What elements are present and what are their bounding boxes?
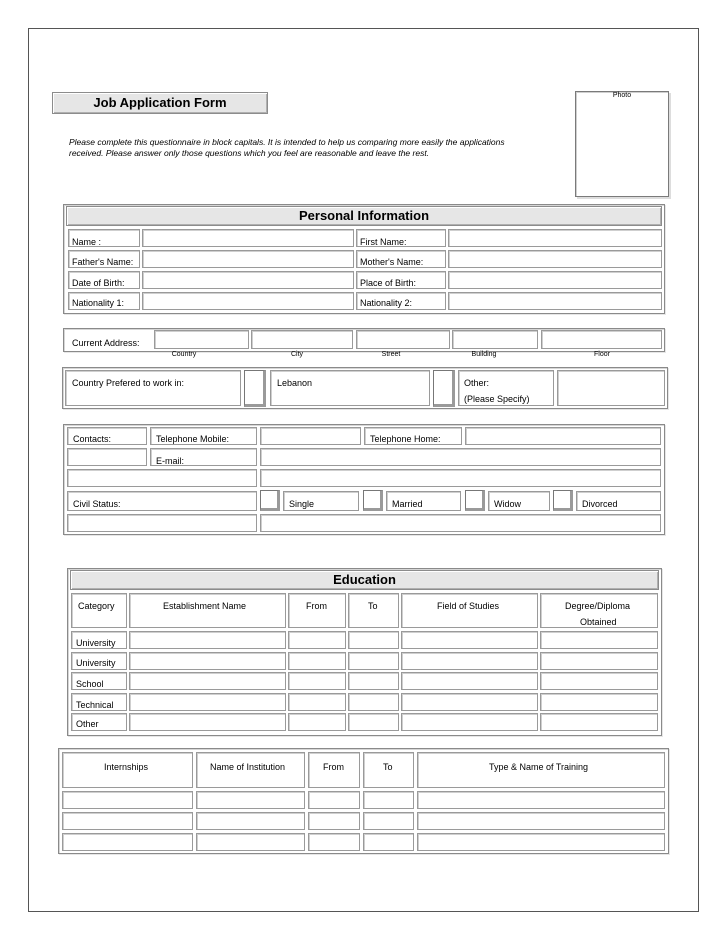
intern-internship-input[interactable] <box>62 833 193 851</box>
other-country-label: Other: <box>464 378 490 388</box>
edu-field-input[interactable] <box>401 693 538 711</box>
intern-internship-input[interactable] <box>62 812 193 830</box>
edu-category-label: University <box>76 658 116 668</box>
intern-from-input[interactable] <box>308 791 360 809</box>
intro-line-2: received. Please answer only those questions which you feel are reasonable and leave the rest. <box>69 148 430 158</box>
divorced-label: Divorced <box>582 499 618 509</box>
form-title <box>52 92 268 114</box>
edu-col-degree-label: Degree/Diploma <box>565 601 631 611</box>
edu-from-input[interactable] <box>288 713 346 731</box>
edu-field-input[interactable] <box>401 652 538 670</box>
intern-from-input[interactable] <box>308 833 360 851</box>
address-building-caption: Building <box>471 351 497 358</box>
lebanon-label: Lebanon <box>277 378 313 388</box>
address-building-input[interactable] <box>452 330 538 349</box>
intern-type-input[interactable] <box>417 833 665 851</box>
single-checkbox[interactable] <box>260 490 280 511</box>
edu-establishment-input[interactable] <box>129 631 286 649</box>
intern-to-input[interactable] <box>363 791 414 809</box>
email-label: E-mail: <box>156 456 185 466</box>
edu-category-label: University <box>76 638 116 648</box>
other-country-specify: (Please Specify) <box>464 394 530 404</box>
address-city-input[interactable] <box>251 330 353 349</box>
nationality1-label: Nationality 1: <box>72 298 125 308</box>
intern-type-input[interactable] <box>417 791 665 809</box>
other-country-checkbox[interactable] <box>433 370 455 407</box>
intern-institution-input[interactable] <box>196 791 305 809</box>
edu-to-input[interactable] <box>348 693 399 711</box>
edu-degree-input[interactable] <box>540 693 658 711</box>
contacts-extra-left[interactable] <box>67 469 257 487</box>
edu-col-degree-label-2: Obtained <box>580 617 617 627</box>
edu-col-field-label: Field of Studies <box>437 601 500 611</box>
photo-label: Photo <box>612 92 632 99</box>
edu-degree-input[interactable] <box>540 672 658 690</box>
edu-degree-input[interactable] <box>540 631 658 649</box>
edu-field-input[interactable] <box>401 713 538 731</box>
edu-field-input[interactable] <box>401 672 538 690</box>
edu-degree-input[interactable] <box>540 713 658 731</box>
nationality2-input[interactable] <box>448 292 662 310</box>
edu-to-input[interactable] <box>348 713 399 731</box>
intro-line-1: Please complete this questionnaire in block capitals. It is intended to help us comparing more easily the applications <box>69 137 505 147</box>
edu-from-input[interactable] <box>288 652 346 670</box>
intern-institution-input[interactable] <box>196 812 305 830</box>
intern-to-input[interactable] <box>363 812 414 830</box>
edu-establishment-input[interactable] <box>129 672 286 690</box>
address-country-input[interactable] <box>154 330 249 349</box>
personal-info-header-text: Personal Information <box>298 208 430 223</box>
edu-col-establishment-label: Establishment Name <box>163 601 247 611</box>
edu-from-input[interactable] <box>288 631 346 649</box>
form-title-text: Job Application Form <box>93 95 227 110</box>
education-header <box>70 570 659 590</box>
pob-input[interactable] <box>448 271 662 289</box>
edu-field-input[interactable] <box>401 631 538 649</box>
edu-establishment-input[interactable] <box>129 713 286 731</box>
lebanon-checkbox[interactable] <box>244 370 266 407</box>
home-phone-label: Telephone Home: <box>370 434 441 444</box>
single-label: Single <box>289 499 315 509</box>
edu-from-input[interactable] <box>288 693 346 711</box>
edu-establishment-input[interactable] <box>129 693 286 711</box>
edu-from-input[interactable] <box>288 672 346 690</box>
contacts-extra-right[interactable] <box>260 469 661 487</box>
intern-col-from-label: From <box>323 762 344 772</box>
personal-info-header <box>66 206 662 226</box>
photo-box[interactable] <box>575 91 669 197</box>
edu-category-label: Technical <box>76 700 114 710</box>
fathers-name-input[interactable] <box>142 250 354 268</box>
mothers-name-input[interactable] <box>448 250 662 268</box>
address-country-caption: Country <box>171 351 197 358</box>
edu-category-label: Other <box>76 719 99 729</box>
divorced-checkbox[interactable] <box>553 490 573 511</box>
intern-institution-input[interactable] <box>196 833 305 851</box>
widow-label: Widow <box>494 499 522 509</box>
nationality1-input[interactable] <box>142 292 354 310</box>
intern-from-input[interactable] <box>308 812 360 830</box>
intern-col-type-label: Type & Name of Training <box>489 762 589 772</box>
edu-degree-input[interactable] <box>540 652 658 670</box>
work-country-label: Country Prefered to work in: <box>72 378 185 388</box>
edu-category-label: School <box>76 679 104 689</box>
contacts-blank-cell <box>67 448 147 466</box>
address-street-caption: Street <box>381 351 401 358</box>
fathers-name-label: Father's Name: <box>72 257 134 267</box>
mothers-name-label: Mother's Name: <box>360 257 424 267</box>
intern-col-internships-label: Internships <box>104 762 149 772</box>
edu-col-to-label: To <box>368 601 378 611</box>
intern-to-input[interactable] <box>363 833 414 851</box>
first-name-label: First Name: <box>360 237 407 247</box>
dob-input[interactable] <box>142 271 354 289</box>
pob-label: Place of Birth: <box>360 278 417 288</box>
address-label: Current Address: <box>72 338 140 348</box>
mobile-label: Telephone Mobile: <box>156 434 230 444</box>
contacts-label: Contacts: <box>73 434 112 444</box>
intern-col-institution-label: Name of Institution <box>210 762 286 772</box>
name-label: Name : <box>72 237 102 247</box>
education-header-text: Education <box>333 572 396 587</box>
civil-status-label: Civil Status: <box>73 499 121 509</box>
dob-label: Date of Birth: <box>72 278 125 288</box>
intern-internship-input[interactable] <box>62 791 193 809</box>
widow-checkbox[interactable] <box>465 490 485 511</box>
first-name-input[interactable] <box>448 229 662 247</box>
email-input[interactable] <box>260 448 661 466</box>
name-input[interactable] <box>142 229 354 247</box>
nationality2-label: Nationality 2: <box>360 298 413 308</box>
intern-col-to-label: To <box>383 762 393 772</box>
contacts-bottom-left[interactable] <box>67 514 257 532</box>
intern-type-input[interactable] <box>417 812 665 830</box>
home-phone-input[interactable] <box>465 427 661 445</box>
edu-col-from-label: From <box>306 601 327 611</box>
married-checkbox[interactable] <box>363 490 383 511</box>
edu-to-input[interactable] <box>348 672 399 690</box>
edu-to-input[interactable] <box>348 652 399 670</box>
edu-to-input[interactable] <box>348 631 399 649</box>
edu-col-category-label: Category <box>78 601 115 611</box>
address-floor-input[interactable] <box>541 330 662 349</box>
contacts-bottom-right[interactable] <box>260 514 661 532</box>
other-country-input[interactable] <box>557 370 665 406</box>
address-floor-caption: Floor <box>594 351 610 358</box>
address-city-caption: City <box>290 351 304 358</box>
mobile-input[interactable] <box>260 427 361 445</box>
edu-establishment-input[interactable] <box>129 652 286 670</box>
married-label: Married <box>392 499 423 509</box>
address-street-input[interactable] <box>356 330 450 349</box>
